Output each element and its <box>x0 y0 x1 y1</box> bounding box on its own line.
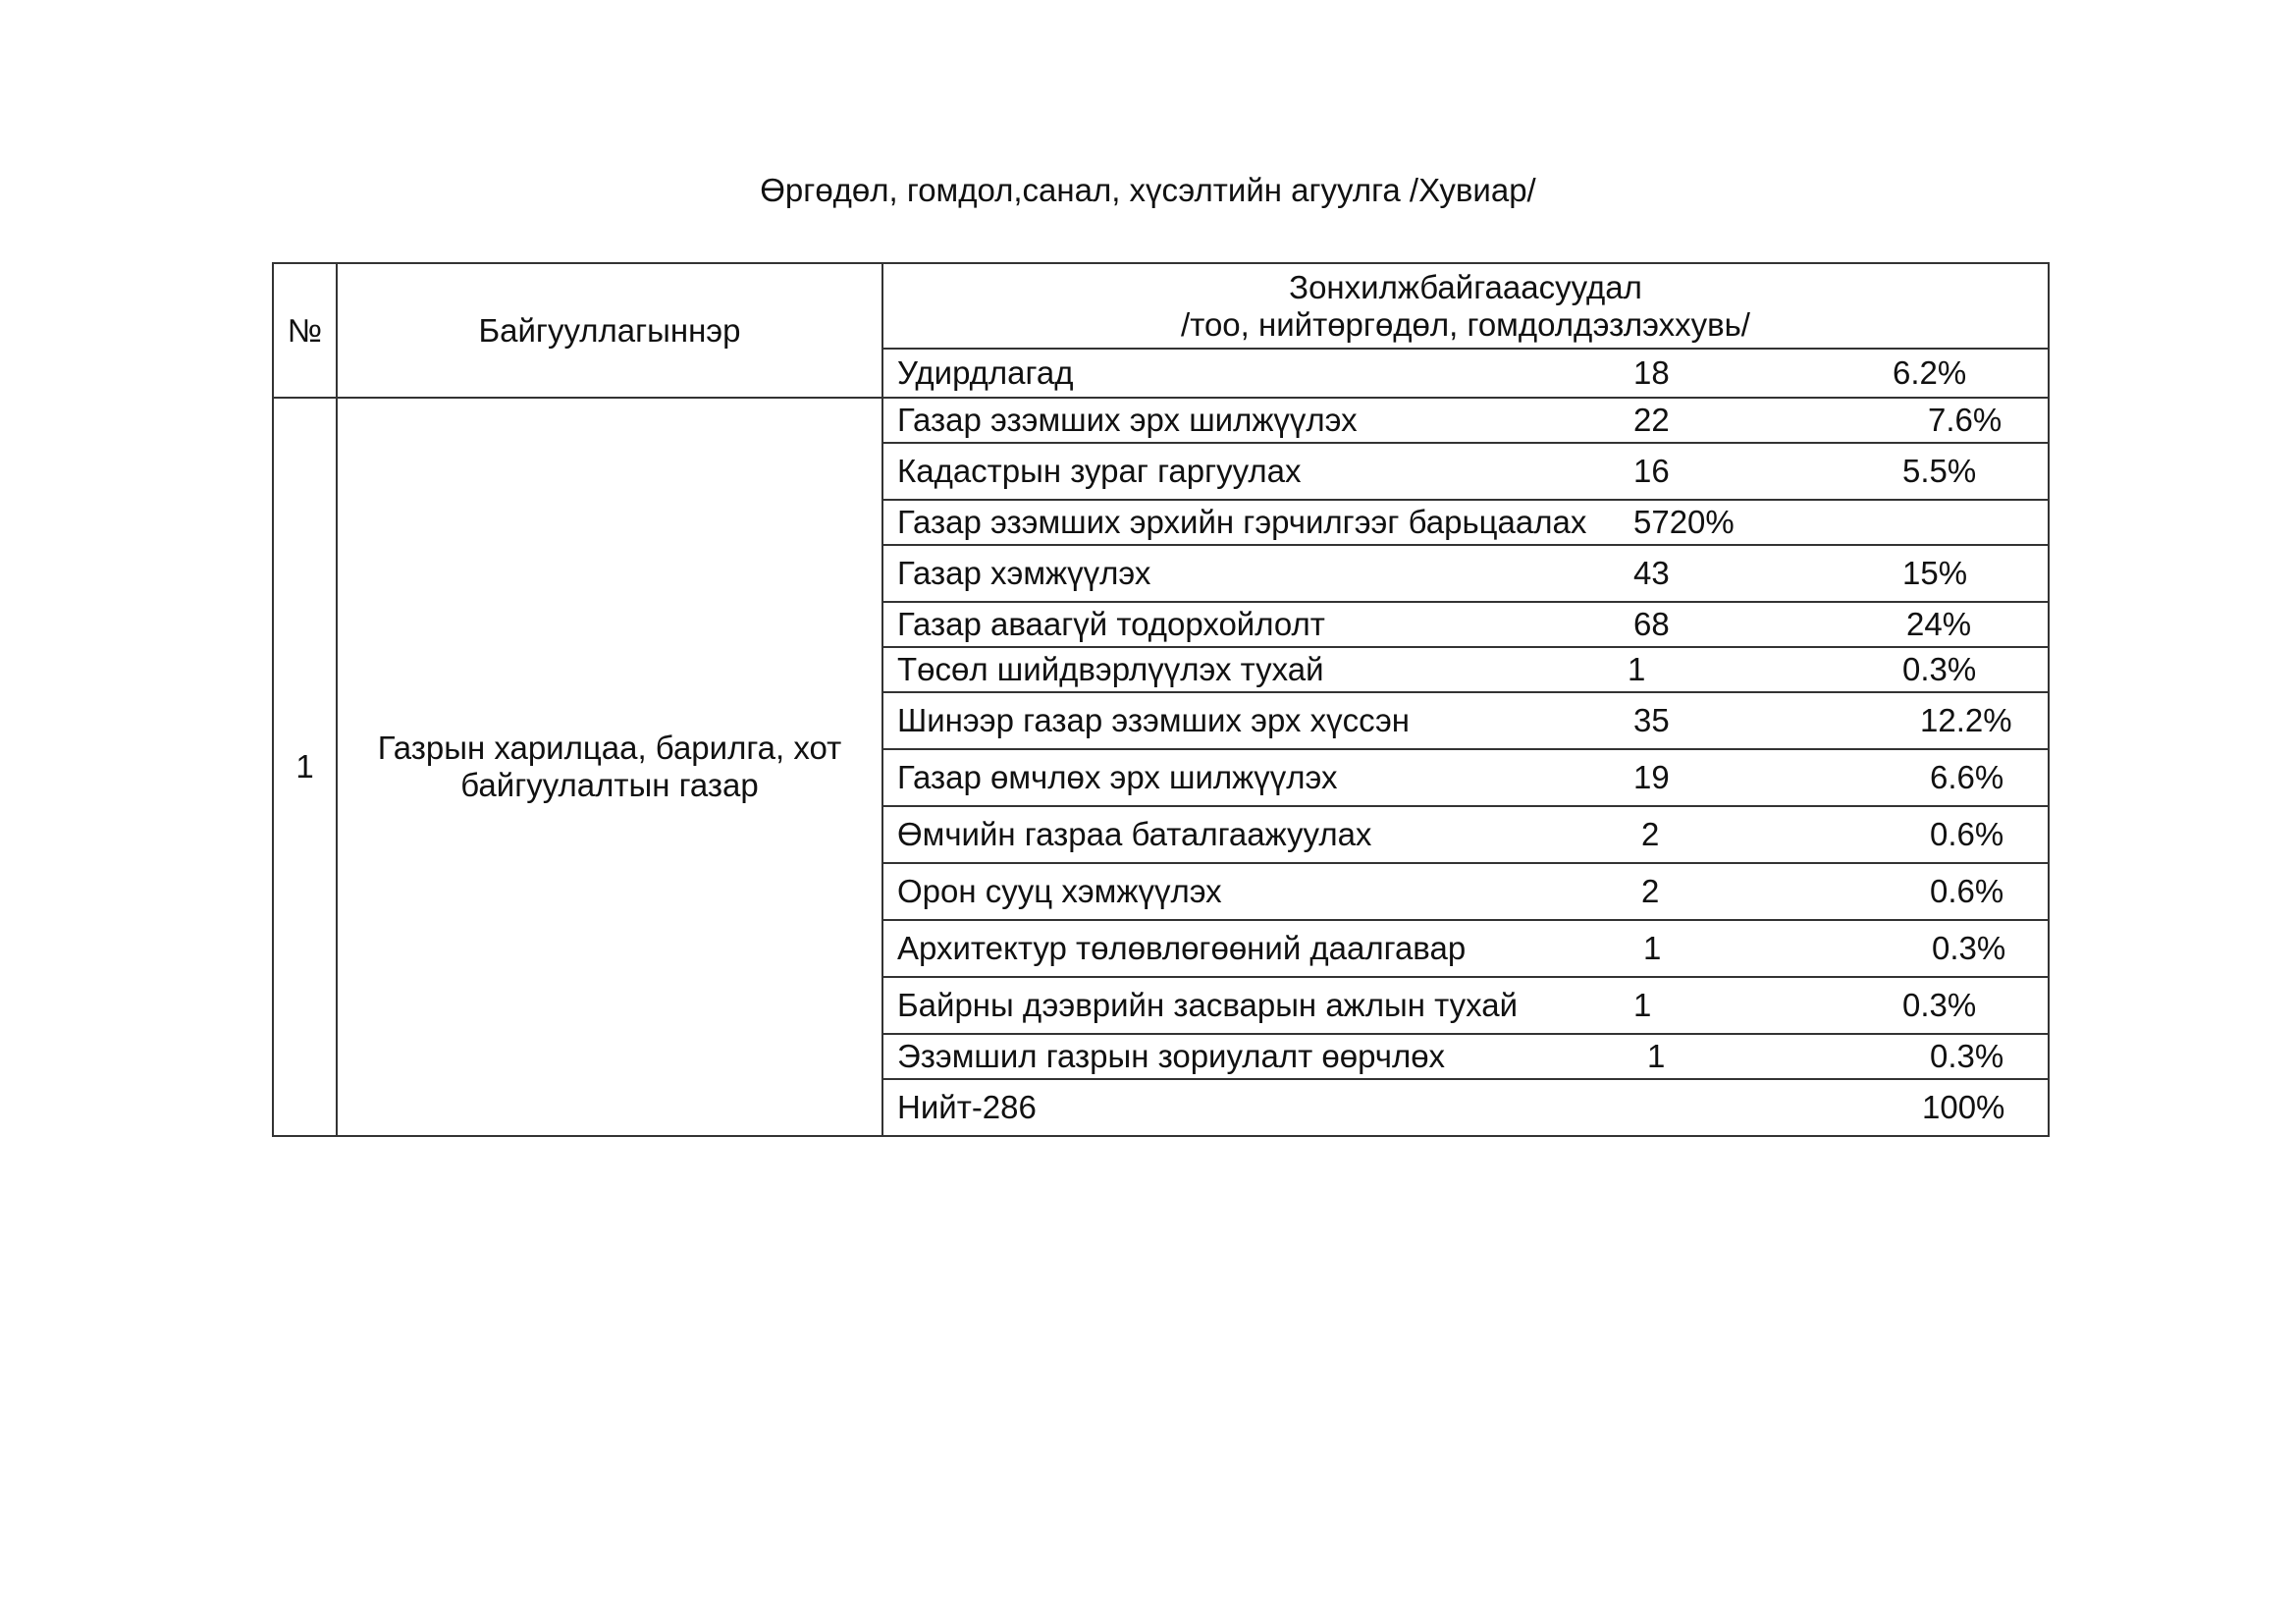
issue-count: 16 <box>1624 443 1893 500</box>
organization-name: Газрын харилцаа, барилга, хот байгуулалтын газар <box>337 398 882 1136</box>
total-label: Нийт-286 <box>882 1079 1624 1136</box>
issue-percent <box>1893 500 2049 545</box>
issue-name: Газар эзэмших эрх шилжүүлэх <box>882 398 1624 443</box>
issue-count: 1 <box>1624 977 1893 1034</box>
row-number: 1 <box>273 398 337 1136</box>
issue-count: 5720% <box>1624 500 1893 545</box>
issue-name: Байрны дээврийн засварын ажлын тухай <box>882 977 1624 1034</box>
issue-name: Орон сууц хэмжүүлэх <box>882 863 1624 920</box>
issue-name: Газар аваагүй тодорхойлолт <box>882 602 1624 647</box>
issue-count: 19 <box>1624 749 1893 806</box>
issue-count: 1 <box>1624 920 1893 977</box>
complaints-table <box>272 262 2050 1137</box>
issue-percent: 6.2% <box>1893 349 2049 398</box>
header-issue-title: Зонхилжбайгааасуудал <box>1289 268 1642 305</box>
issue-name: Газар хэмжүүлэх <box>882 545 1624 602</box>
issue-count: 68 <box>1624 602 1893 647</box>
issue-percent: 7.6% <box>1893 398 2049 443</box>
issue-percent: 12.2% <box>1893 692 2049 749</box>
issue-percent: 24% <box>1893 602 2049 647</box>
issue-percent: 15% <box>1893 545 2049 602</box>
issue-name: Эзэмшил газрын зориулалт өөрчлөх <box>882 1034 1624 1079</box>
issue-count: 43 <box>1624 545 1893 602</box>
issue-percent: 0.3% <box>1893 647 2049 692</box>
issue-count: 1 <box>1624 647 1893 692</box>
header-number: № <box>273 263 337 398</box>
issue-name: Кадастрын зураг гаргуулах <box>882 443 1624 500</box>
table-row <box>273 398 2049 443</box>
issue-count: 18 <box>1624 349 1893 398</box>
issue-name: Өмчийн газраа баталгаажуулах <box>882 806 1624 863</box>
issue-percent: 0.6% <box>1893 863 2049 920</box>
issue-name: Шинээр газар эзэмших эрх хүссэн <box>882 692 1624 749</box>
issue-percent: 0.3% <box>1893 1034 2049 1079</box>
header-organization: Байгууллагыннэр <box>337 263 882 398</box>
issue-percent: 6.6% <box>1893 749 2049 806</box>
page-title: Өргөдөл, гомдол,санал, хүсэлтийн агуулга /Хувиар/ <box>760 172 1536 208</box>
header-issue-subtitle: /тоо, нийтөргөдөл, гомдолдэзлэххувь/ <box>1181 305 1750 343</box>
issue-name: Газар өмчлөх эрх шилжүүлэх <box>882 749 1624 806</box>
issue-name: Газар эзэмших эрхийн гэрчилгээг барьцаалах <box>882 500 1624 545</box>
issue-percent: 0.3% <box>1893 920 2049 977</box>
header-row <box>273 263 2049 349</box>
issue-count: 22 <box>1624 398 1893 443</box>
issue-name: Архитектур төлөвлөгөөний даалгавар <box>882 920 1624 977</box>
total-count-empty <box>1624 1079 1893 1136</box>
issue-name: Төсөл шийдвэрлүүлэх тухай <box>882 647 1624 692</box>
issue-count: 1 <box>1624 1034 1893 1079</box>
issue-count: 2 <box>1624 806 1893 863</box>
total-percent: 100% <box>1893 1079 2049 1136</box>
issue-count: 35 <box>1624 692 1893 749</box>
issue-name: Удирдлагад <box>882 349 1624 398</box>
header-issue <box>882 263 2049 349</box>
issue-percent: 0.6% <box>1893 806 2049 863</box>
issue-percent: 5.5% <box>1893 443 2049 500</box>
issue-percent: 0.3% <box>1893 977 2049 1034</box>
issue-count: 2 <box>1624 863 1893 920</box>
